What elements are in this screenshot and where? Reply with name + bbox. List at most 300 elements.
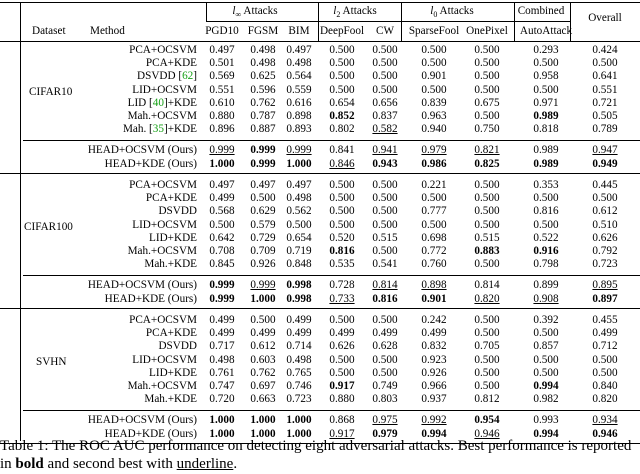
table-cell: 0.941 <box>372 144 398 157</box>
table-cell: 0.551 <box>592 83 618 96</box>
table-cell: 0.500 <box>533 327 559 340</box>
table-cell: 0.845 <box>209 258 235 271</box>
column-divider <box>206 3 207 22</box>
table-cell: 0.497 <box>286 44 312 56</box>
table-cell: 0.499 <box>372 327 398 340</box>
table-cell: 0.500 <box>250 192 276 205</box>
table-cell: 0.818 <box>533 123 559 136</box>
caption-text-3: . <box>233 456 238 472</box>
table-cell: 0.500 <box>592 366 618 379</box>
group-symbol: l <box>430 5 434 17</box>
table-cell: 0.500 <box>533 366 559 379</box>
method-name: LID+OCSVM <box>132 83 197 96</box>
table-cell: 0.497 <box>209 44 235 56</box>
table-cell: 0.500 <box>533 192 559 205</box>
table-cell: 0.497 <box>209 179 235 191</box>
table-cell: 0.883 <box>474 245 500 257</box>
table-cell: 0.841 <box>329 144 355 157</box>
table-caption <box>0 437 640 473</box>
table-cell: 0.500 <box>372 70 398 83</box>
group-subscript: ∞ <box>235 10 242 20</box>
method-name <box>137 70 197 83</box>
table-cell: 0.698 <box>421 231 447 244</box>
table-cell: 0.923 <box>421 353 447 366</box>
group-label: Attacks <box>437 5 474 17</box>
table-cell: 0.564 <box>286 70 312 83</box>
table-cell: 0.500 <box>372 57 398 70</box>
table-cell: 0.733 <box>329 292 355 305</box>
table-cell: 0.989 <box>533 144 559 157</box>
section-rule <box>0 308 640 309</box>
method-name-ours: HEAD+OCSVM (Ours) <box>87 144 197 157</box>
table-cell: 0.498 <box>286 353 312 366</box>
method-name-part: ]+KDE <box>163 96 197 109</box>
table-cell: 0.899 <box>533 279 559 292</box>
method-name: LID+OCSVM <box>132 353 197 366</box>
table-cell: 0.500 <box>209 218 235 231</box>
top-rule <box>0 2 640 3</box>
method-name: PCA+KDE <box>145 192 197 205</box>
table-cell: 0.500 <box>372 192 398 205</box>
method-name: PCA+OCSVM <box>129 314 197 326</box>
table-cell: 0.934 <box>592 414 618 427</box>
table-cell: 0.943 <box>372 157 398 170</box>
table-cell: 0.562 <box>286 205 312 218</box>
table-cell: 0.445 <box>592 179 618 191</box>
group-subscript: 2 <box>336 10 341 20</box>
group-underline <box>514 21 570 22</box>
dataset-label: CIFAR10 <box>29 85 73 98</box>
table-cell: 0.500 <box>329 192 355 205</box>
caption-text-1: Table 1: The ROC AUC performance on detecting eight adversarial attacks. Best performance is reported in <box>0 438 632 472</box>
table-cell: 0.723 <box>592 258 618 271</box>
table-cell: 0.999 <box>209 279 235 292</box>
table-cell: 0.500 <box>286 218 312 231</box>
table-cell: 0.993 <box>533 414 559 427</box>
table-cell: 1.000 <box>209 427 235 440</box>
table-cell: 0.926 <box>421 366 447 379</box>
table-cell: 0.610 <box>209 96 235 109</box>
table-cell: 0.500 <box>592 192 618 205</box>
table-cell: 0.500 <box>329 179 355 191</box>
group-underline <box>318 21 401 22</box>
table-cell: 0.958 <box>533 70 559 83</box>
group-header-2 <box>430 5 473 21</box>
table-cell: 0.765 <box>286 366 312 379</box>
dataset-divider <box>20 3 21 441</box>
table-cell: 0.500 <box>474 192 500 205</box>
method-name: DSVDD <box>158 205 197 218</box>
method-name-part: LID [ <box>127 96 153 109</box>
table-cell: 0.500 <box>421 218 447 231</box>
method-name-ours: HEAD+KDE (Ours) <box>104 427 197 440</box>
table-cell: 1.000 <box>286 157 312 170</box>
table-cell: 0.568 <box>209 205 235 218</box>
table-cell: 0.947 <box>592 144 618 157</box>
table-cell: 0.500 <box>421 44 447 56</box>
table-cell: 0.515 <box>474 231 500 244</box>
citation-link[interactable]: 40 <box>152 96 164 109</box>
table-cell: 0.901 <box>421 70 447 83</box>
method-name: PCA+KDE <box>145 57 197 70</box>
table-cell: 0.999 <box>209 144 235 157</box>
table-cell: 0.500 <box>474 110 500 122</box>
table-cell: 0.535 <box>329 258 355 271</box>
table-cell: 0.940 <box>421 123 447 136</box>
method-name: PCA+KDE <box>145 327 197 340</box>
table-cell: 0.887 <box>250 123 276 136</box>
table-cell: 0.500 <box>372 353 398 366</box>
table-cell: 0.802 <box>329 123 355 136</box>
table-cell: 0.500 <box>592 57 618 70</box>
method-name-ours: HEAD+OCSVM (Ours) <box>87 279 197 292</box>
table-cell: 0.697 <box>250 380 276 392</box>
table-cell: 0.498 <box>286 192 312 205</box>
section-rule <box>0 173 640 174</box>
group-subscript: 0 <box>433 10 438 20</box>
method-name-part: ] <box>193 70 197 83</box>
table-cell: 0.500 <box>329 314 355 326</box>
table-cell: 0.792 <box>592 245 618 257</box>
table-cell: 0.992 <box>421 414 447 427</box>
table-cell: 1.000 <box>209 414 235 427</box>
table-cell: 0.500 <box>372 205 398 218</box>
table-cell: 0.837 <box>372 110 398 122</box>
column-header-fgsm: FGSM <box>247 25 279 37</box>
table-cell: 0.982 <box>533 393 559 406</box>
table-cell: 0.998 <box>286 292 312 305</box>
table-cell: 0.749 <box>372 380 398 392</box>
table-cell: 0.971 <box>533 96 559 109</box>
table-cell: 0.500 <box>421 83 447 96</box>
table-cell: 1.000 <box>286 427 312 440</box>
table-cell: 0.946 <box>474 427 500 440</box>
table-cell: 0.954 <box>474 414 500 427</box>
table-cell: 0.949 <box>592 157 618 170</box>
caption-bold-word: bold <box>15 456 44 472</box>
table-cell: 1.000 <box>286 414 312 427</box>
table-cell: 0.816 <box>372 292 398 305</box>
table-cell: 0.979 <box>372 427 398 440</box>
table-cell: 0.728 <box>329 279 355 292</box>
table-cell: 0.654 <box>329 96 355 109</box>
table-cell: 0.880 <box>209 110 235 122</box>
method-name: LID+KDE <box>149 231 197 244</box>
method-name: LID+OCSVM <box>132 218 197 231</box>
table-cell: 1.000 <box>209 157 235 170</box>
table-cell: 0.500 <box>421 192 447 205</box>
table-cell: 0.515 <box>372 231 398 244</box>
table-cell: 0.998 <box>286 279 312 292</box>
table-cell: 0.500 <box>372 245 398 257</box>
table-cell: 0.505 <box>592 110 618 122</box>
table-cell: 0.500 <box>329 70 355 83</box>
table-cell: 0.761 <box>209 366 235 379</box>
group-header-3: Combined <box>517 5 565 17</box>
table-cell: 0.510 <box>592 218 618 231</box>
table-cell: 0.499 <box>329 327 355 340</box>
header-rule <box>0 41 640 42</box>
table-cell: 0.500 <box>474 83 500 96</box>
column-header-deepfool: DeepFool <box>319 25 365 37</box>
method-name: Mah.+OCSVM <box>127 245 197 257</box>
section-separator <box>23 410 640 411</box>
table-cell: 0.642 <box>209 231 235 244</box>
table-cell: 0.500 <box>474 205 500 218</box>
table-cell: 0.986 <box>421 157 447 170</box>
table-cell: 0.994 <box>421 427 447 440</box>
table-cell: 0.746 <box>286 380 312 392</box>
table-cell: 0.916 <box>533 245 559 257</box>
table-cell: 0.500 <box>421 57 447 70</box>
table-cell: 0.852 <box>329 110 355 122</box>
table-cell: 0.392 <box>533 314 559 326</box>
table-cell: 0.705 <box>474 340 500 353</box>
table-cell: 0.999 <box>250 279 276 292</box>
table-cell: 0.500 <box>474 327 500 340</box>
table-cell: 0.840 <box>592 380 618 392</box>
section-separator <box>23 275 640 276</box>
table-cell: 0.626 <box>592 231 618 244</box>
table-cell: 0.500 <box>329 83 355 96</box>
table-cell: 0.857 <box>533 340 559 353</box>
method-name: Mah.+KDE <box>144 258 197 271</box>
table-cell: 0.937 <box>421 393 447 406</box>
table-cell: 0.500 <box>329 366 355 379</box>
method-name-ours: HEAD+OCSVM (Ours) <box>87 414 197 427</box>
table-cell: 0.499 <box>286 327 312 340</box>
table-cell: 0.500 <box>474 366 500 379</box>
table-cell: 0.612 <box>250 340 276 353</box>
table-cell: 0.898 <box>286 110 312 122</box>
column-divider <box>570 3 571 41</box>
method-name: LID+KDE <box>149 366 197 379</box>
table-cell: 0.896 <box>209 123 235 136</box>
group-underline <box>401 21 514 22</box>
table-cell: 0.820 <box>474 292 500 305</box>
table-cell: 0.500 <box>329 353 355 366</box>
table-cell: 0.975 <box>372 414 398 427</box>
method-name-part: Mah. [ <box>122 123 153 136</box>
table-cell: 0.242 <box>421 314 447 326</box>
column-divider <box>401 3 402 41</box>
table-cell: 0.798 <box>533 258 559 271</box>
table-cell: 0.832 <box>421 340 447 353</box>
table-cell: 0.789 <box>592 123 618 136</box>
dataset-header: Dataset <box>32 25 66 37</box>
table-cell: 0.979 <box>421 144 447 157</box>
table-cell: 0.787 <box>250 110 276 122</box>
table-cell: 0.917 <box>329 380 355 392</box>
table-cell: 0.999 <box>250 157 276 170</box>
table-cell: 0.714 <box>286 340 312 353</box>
table-cell: 1.000 <box>250 427 276 440</box>
table-cell: 0.846 <box>329 157 355 170</box>
table-cell: 0.500 <box>474 314 500 326</box>
table-cell: 0.816 <box>329 245 355 257</box>
table-cell: 0.762 <box>250 366 276 379</box>
table-cell: 0.612 <box>592 205 618 218</box>
table-cell: 0.501 <box>209 57 235 70</box>
table-cell: 0.500 <box>372 314 398 326</box>
table-cell: 0.772 <box>421 245 447 257</box>
dataset-label: CIFAR100 <box>24 220 73 233</box>
table-cell: 0.551 <box>209 83 235 96</box>
table-cell: 0.625 <box>250 70 276 83</box>
method-name-ours: HEAD+KDE (Ours) <box>104 157 197 170</box>
table-cell: 0.499 <box>250 327 276 340</box>
table-cell: 0.500 <box>474 218 500 231</box>
table-cell: 0.848 <box>286 258 312 271</box>
table-cell: 0.777 <box>421 205 447 218</box>
table-cell: 0.729 <box>250 231 276 244</box>
method-header: Method <box>90 25 125 37</box>
table-cell: 0.820 <box>592 393 618 406</box>
table-cell: 0.839 <box>421 96 447 109</box>
method-name: PCA+OCSVM <box>129 44 197 56</box>
table-cell: 0.603 <box>250 353 276 366</box>
table-cell: 0.500 <box>329 57 355 70</box>
table-cell: 0.582 <box>372 123 398 136</box>
table-cell: 0.424 <box>592 44 618 56</box>
group-label: Attacks <box>340 5 377 17</box>
table-cell: 0.656 <box>372 96 398 109</box>
table-cell: 0.999 <box>209 292 235 305</box>
column-header-cw: CW <box>375 25 395 37</box>
column-header-autoattack: AutoAttack <box>519 25 573 37</box>
table-cell: 0.812 <box>474 393 500 406</box>
table-cell: 0.897 <box>592 292 618 305</box>
column-header-onepixel: OnePixel <box>466 25 508 37</box>
table-cell: 0.814 <box>474 279 500 292</box>
method-name-part: DSVDD [ <box>137 70 183 83</box>
table-cell: 1.000 <box>250 292 276 305</box>
table-cell: 0.500 <box>592 353 618 366</box>
table-cell: 0.821 <box>474 144 500 157</box>
table-cell: 0.814 <box>372 279 398 292</box>
table-cell: 0.500 <box>474 258 500 271</box>
table-cell: 0.500 <box>533 353 559 366</box>
column-header-pgd10: PGD10 <box>205 25 239 37</box>
method-name-ours: HEAD+KDE (Ours) <box>104 292 197 305</box>
table-cell: 0.498 <box>286 57 312 70</box>
column-header-bim: BIM <box>288 25 310 37</box>
table-cell: 0.499 <box>286 314 312 326</box>
table-cell: 0.500 <box>474 353 500 366</box>
table-cell: 0.629 <box>250 205 276 218</box>
table-cell: 0.908 <box>533 292 559 305</box>
table-cell: 0.569 <box>209 70 235 83</box>
table-cell: 0.559 <box>286 83 312 96</box>
table-cell: 0.654 <box>286 231 312 244</box>
table-cell: 0.989 <box>533 110 559 122</box>
method-name: PCA+OCSVM <box>129 179 197 191</box>
table-cell: 0.498 <box>250 44 276 56</box>
table-cell: 0.641 <box>592 70 618 83</box>
table-cell: 0.499 <box>592 327 618 340</box>
table-cell: 0.541 <box>372 258 398 271</box>
column-divider <box>514 3 515 41</box>
table-cell: 0.500 <box>474 44 500 56</box>
table-cell: 0.868 <box>329 414 355 427</box>
table-cell: 0.500 <box>372 83 398 96</box>
table-cell: 0.720 <box>209 393 235 406</box>
table-cell: 0.946 <box>592 427 618 440</box>
table-cell: 0.579 <box>250 218 276 231</box>
table-cell: 0.717 <box>209 340 235 353</box>
method-name: Mah.+KDE <box>144 393 197 406</box>
method-name <box>128 97 197 110</box>
table-cell: 0.500 <box>533 218 559 231</box>
table-cell: 0.762 <box>250 96 276 109</box>
method-name: DSVDD <box>158 340 197 353</box>
table-cell: 0.499 <box>209 314 235 326</box>
table-cell: 0.497 <box>250 179 276 191</box>
table-cell: 0.500 <box>474 179 500 191</box>
table-cell: 0.500 <box>329 205 355 218</box>
table-cell: 0.500 <box>533 83 559 96</box>
table-cell: 0.901 <box>421 292 447 305</box>
table-cell: 0.825 <box>474 157 500 170</box>
table-cell: 0.663 <box>250 393 276 406</box>
table-cell: 0.898 <box>421 279 447 292</box>
table-cell: 0.500 <box>329 44 355 56</box>
citation-link[interactable]: 35 <box>152 123 164 136</box>
table-cell: 0.499 <box>421 327 447 340</box>
group-underline <box>206 21 318 22</box>
table-cell: 0.455 <box>592 314 618 326</box>
caption-text-2: and second best with <box>43 456 177 472</box>
table-cell: 0.750 <box>474 123 500 136</box>
table-cell: 0.500 <box>372 44 398 56</box>
group-label: Attacks <box>241 5 278 17</box>
table-cell: 0.966 <box>421 380 447 392</box>
table-cell: 0.747 <box>209 380 235 392</box>
caption-underline-word: underline <box>176 456 234 472</box>
table-cell: 0.880 <box>329 393 355 406</box>
table-cell: 0.522 <box>533 231 559 244</box>
table-cell: 0.675 <box>474 96 500 109</box>
table-cell: 0.520 <box>329 231 355 244</box>
table-cell: 0.895 <box>592 279 618 292</box>
group-header-0 <box>232 5 277 21</box>
group-symbol: l <box>232 5 236 17</box>
table-cell: 0.500 <box>372 366 398 379</box>
dataset-label: SVHN <box>36 355 67 368</box>
table-cell: 0.994 <box>533 427 559 440</box>
table-cell: 0.709 <box>250 245 276 257</box>
table-cell: 0.999 <box>250 144 276 157</box>
table-cell: 0.500 <box>474 380 500 392</box>
table-cell: 0.708 <box>209 245 235 257</box>
table-cell: 0.293 <box>533 44 559 56</box>
table-cell: 0.500 <box>474 57 500 70</box>
table-cell: 0.917 <box>329 427 355 440</box>
table-cell: 0.499 <box>209 327 235 340</box>
citation-link[interactable]: 62 <box>182 70 194 83</box>
table-cell: 0.721 <box>592 96 618 109</box>
table-cell: 0.719 <box>286 245 312 257</box>
table-cell: 0.497 <box>286 179 312 191</box>
method-name-part: ]+KDE <box>163 123 197 136</box>
group-header-1 <box>333 5 376 21</box>
table-cell: 0.803 <box>372 393 398 406</box>
table-cell: 0.500 <box>474 70 500 83</box>
table-cell: 0.989 <box>533 157 559 170</box>
table-cell: 0.816 <box>533 205 559 218</box>
table-cell: 0.500 <box>250 314 276 326</box>
column-divider <box>318 3 319 41</box>
